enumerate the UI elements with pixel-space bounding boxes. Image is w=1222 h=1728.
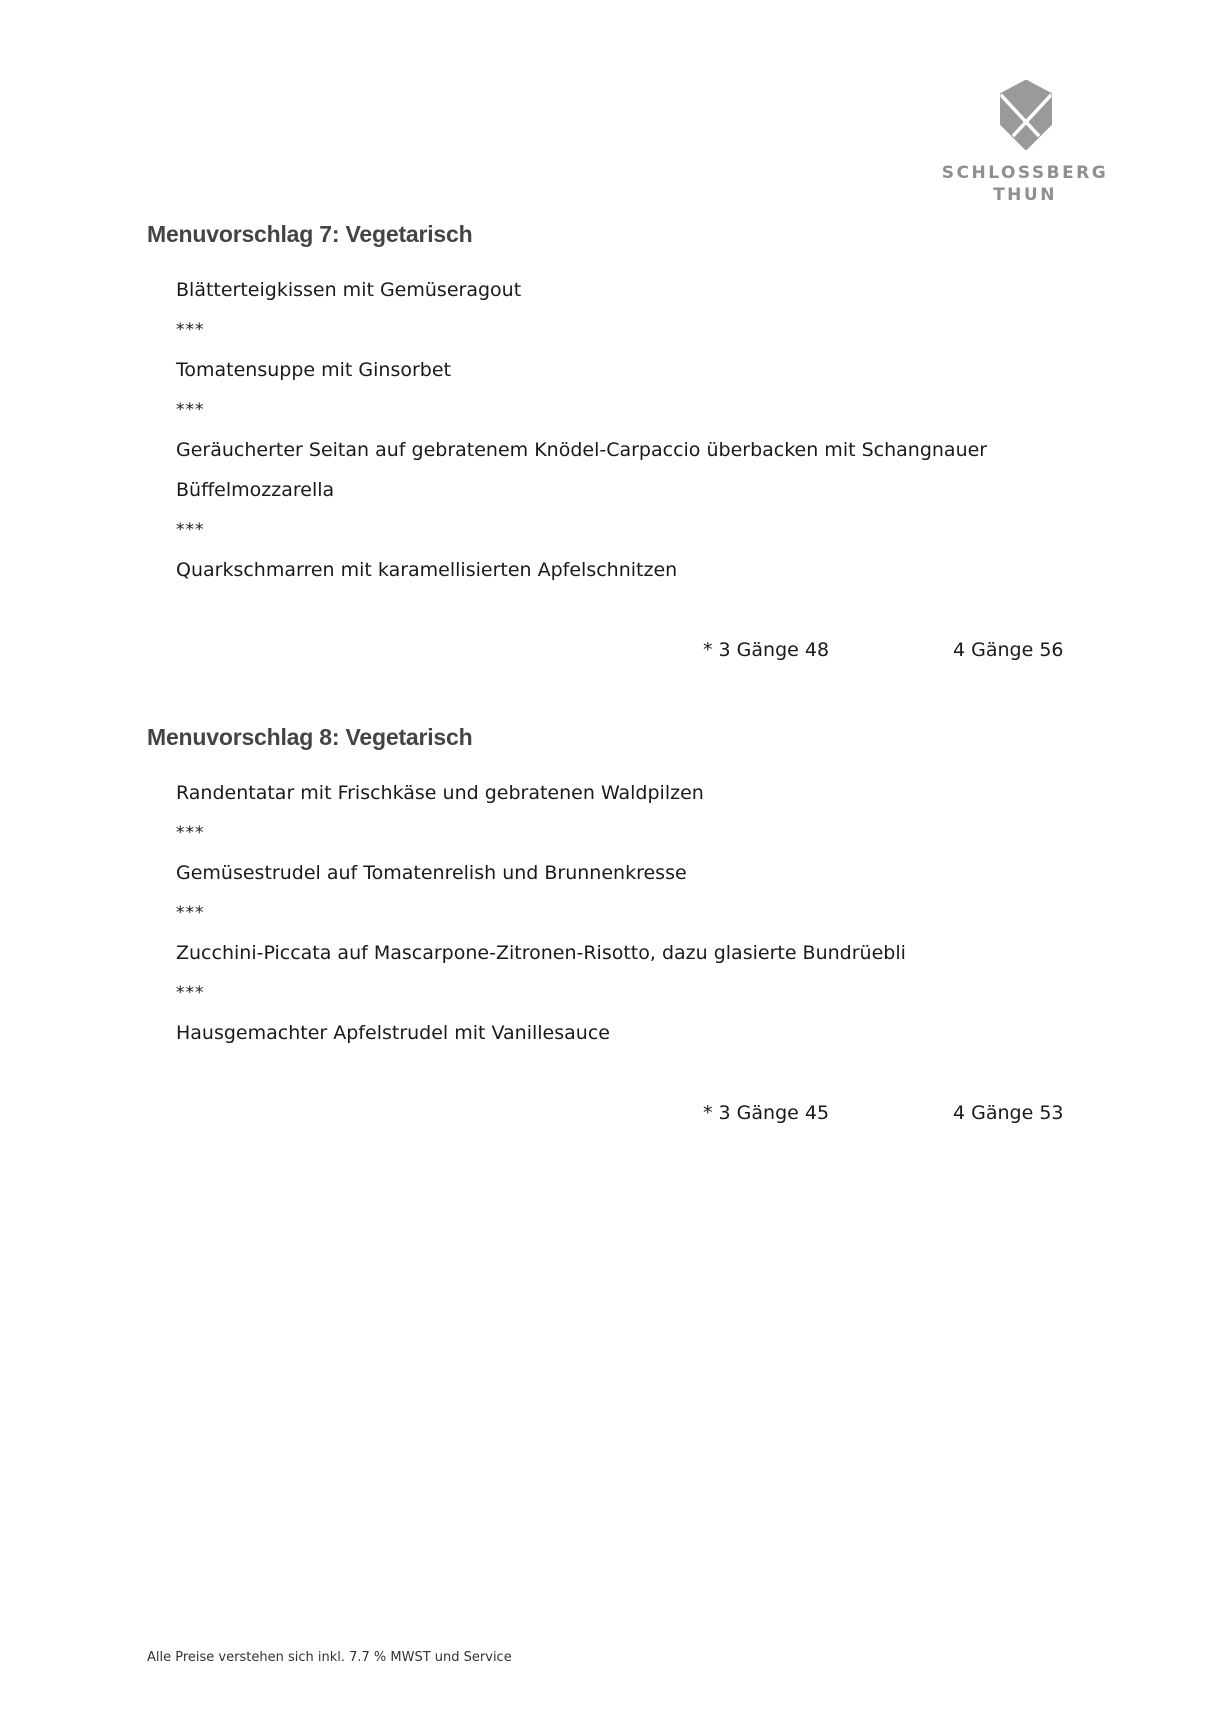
course-item-1: Randentatar mit Frischkäse und gebratenen Waldpilzen [176, 782, 704, 804]
price-4-courses: 4 Gänge 56 [953, 639, 1064, 661]
menu-section-8 [147, 723, 1067, 1133]
course-item-3: Geräucherter Seitan auf gebratenem Knödel-Carpaccio überbacken mit Schangnauer Büffelmozzarella [176, 439, 988, 501]
course-separator: *** [176, 983, 205, 1003]
course-item-4: Quarkschmarren mit karamellisierten Apfelschnitzen [176, 559, 678, 581]
course-item-4: Hausgemachter Apfelstrudel mit Vanillesauce [176, 1022, 610, 1044]
logo-wordmark [940, 162, 1110, 206]
course-list [176, 773, 1067, 1053]
brand-logo [940, 80, 1110, 210]
course-separator: *** [176, 520, 205, 540]
price-4-courses: 4 Gänge 53 [953, 1102, 1064, 1124]
course-separator: *** [176, 823, 205, 843]
price-row [147, 1093, 1067, 1133]
course-separator: *** [176, 903, 205, 923]
footer-note: Alle Preise verstehen sich inkl. 7.7 % MWST und Service [147, 1650, 512, 1665]
course-item-1: Blätterteigkissen mit Gemüseragout [176, 279, 522, 301]
logo-line-1: SCHLOSSBERG [941, 163, 1109, 183]
price-3-courses: * 3 Gänge 45 [703, 1102, 830, 1124]
course-separator: *** [176, 320, 205, 340]
menu-title: Menuvorschlag 8: Vegetarisch [147, 724, 473, 750]
course-list [176, 270, 1067, 590]
menu-section-7 [147, 220, 1067, 670]
course-item-2: Gemüsestrudel auf Tomatenrelish und Brunnenkresse [176, 862, 687, 884]
shield-icon [1000, 80, 1052, 150]
course-item-3: Zucchini-Piccata auf Mascarpone-Zitronen-Risotto, dazu glasierte Bundrüebli [176, 942, 906, 964]
price-row [147, 630, 1067, 670]
menu-title: Menuvorschlag 7: Vegetarisch [147, 221, 473, 247]
course-separator: *** [176, 400, 205, 420]
logo-line-2: THUN [993, 185, 1057, 205]
price-3-courses: * 3 Gänge 48 [703, 639, 830, 661]
course-item-2: Tomatensuppe mit Ginsorbet [176, 359, 451, 381]
